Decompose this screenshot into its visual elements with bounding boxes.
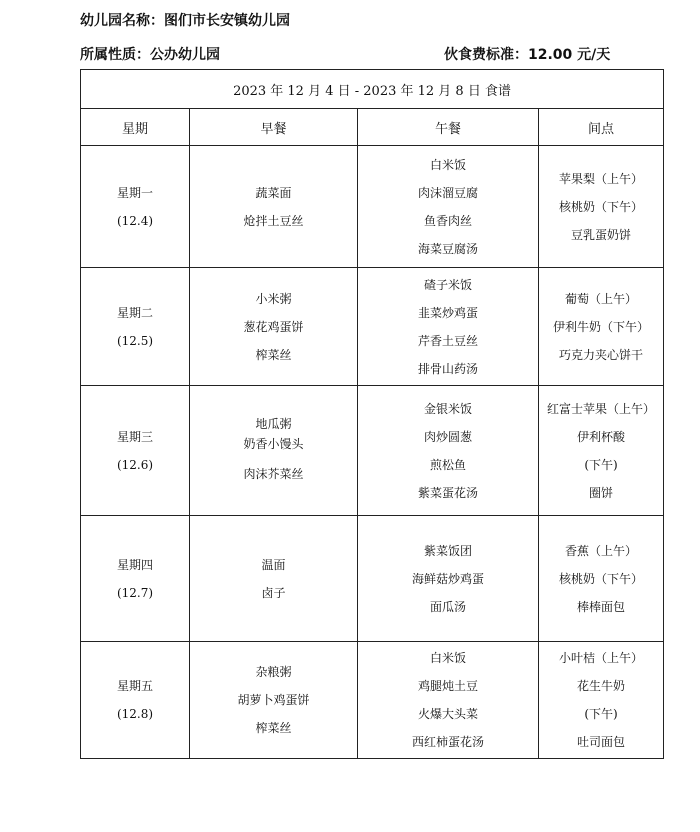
lunch-item: 鸡腿炖土豆: [417, 679, 478, 693]
breakfast-item: 榨菜丝: [255, 347, 292, 362]
snack-item: (下午): [584, 457, 618, 472]
nature-value: 公办幼儿园: [150, 47, 220, 63]
breakfast-cell: [190, 516, 358, 642]
lunch-item: 肉沫溜豆腐: [417, 185, 478, 200]
breakfast-cell: [190, 386, 358, 516]
breakfast-item: 温面: [261, 557, 286, 572]
lunch-item: 肉炒圆葱: [423, 429, 472, 444]
lunch-item: 金银米饭: [423, 401, 472, 416]
snack-item: 巧克力夹心饼干: [559, 347, 644, 362]
lunch-item: 西红柿蛋花汤: [411, 735, 484, 749]
snack-item: (下午): [584, 707, 618, 721]
lunch-item: 排骨山药汤: [417, 361, 478, 376]
snack-cell: [539, 268, 664, 386]
breakfast-cell: [190, 268, 358, 386]
day-cell: [81, 146, 190, 268]
column-header-snack: 间点: [539, 109, 664, 146]
table-row: [81, 642, 664, 759]
lunch-item: 煎松鱼: [429, 457, 466, 472]
lunch-item: 韭菜炒鸡蛋: [417, 305, 478, 320]
day-name: 星期四: [116, 557, 153, 572]
lunch-item: 白米饭: [429, 157, 466, 172]
table-row: [81, 268, 664, 386]
breakfast-item: 奶香小馒头: [243, 436, 304, 451]
lunch-item: 鱼香肉丝: [423, 213, 472, 228]
table-row: [81, 386, 664, 516]
day-cell: [81, 268, 190, 386]
day-name: 星期五: [116, 679, 153, 693]
breakfast-item: 小米粥: [255, 291, 292, 306]
breakfast-item: 榨菜丝: [255, 721, 292, 735]
fee-label: 伙食费标准：: [444, 47, 528, 63]
breakfast-item: 葱花鸡蛋饼: [243, 319, 304, 334]
column-header-lunch: 午餐: [358, 109, 539, 146]
kindergarten-nature-line: [80, 44, 220, 64]
day-date: (12.6): [116, 457, 154, 472]
table-row: [81, 146, 664, 268]
snack-item: 核桃奶（下午）: [559, 571, 644, 586]
day-name: 星期一: [116, 185, 153, 200]
breakfast-item: 地瓜粥: [255, 416, 292, 431]
snack-cell: [539, 386, 664, 516]
table-header-row: [81, 109, 664, 146]
kindergarten-name-label: 幼儿园名称：: [80, 13, 164, 29]
breakfast-item: 蔬菜面: [255, 185, 292, 200]
lunch-cell: [358, 516, 539, 642]
snack-item: 伊利牛奶（下午）: [553, 319, 650, 334]
lunch-item: 碴子米饭: [423, 277, 472, 292]
lunch-item: 白米饭: [429, 651, 466, 665]
snack-item: 核桃奶（下午）: [559, 199, 644, 214]
lunch-cell: [358, 268, 539, 386]
snack-item: 葡萄（上午）: [565, 291, 638, 306]
breakfast-item: 炝拌土豆丝: [243, 213, 304, 228]
snack-item: 豆乳蛋奶饼: [571, 227, 632, 242]
kindergarten-name-line: [80, 10, 290, 30]
lunch-cell: [358, 386, 539, 516]
day-date: (12.8): [116, 707, 154, 721]
lunch-item: 海鲜菇炒鸡蛋: [411, 571, 484, 586]
lunch-item: 芹香土豆丝: [417, 333, 478, 348]
snack-item: 圈饼: [589, 485, 614, 500]
day-date: (12.5): [116, 333, 154, 348]
lunch-item: 紫菜饭团: [423, 543, 472, 558]
snack-item: 苹果梨（上午）: [559, 171, 644, 186]
column-header-day: 星期: [81, 109, 190, 146]
day-date: (12.4): [116, 213, 154, 228]
day-cell: [81, 516, 190, 642]
fee-value: 12.00 元/天: [528, 47, 611, 63]
day-cell: [81, 386, 190, 516]
lunch-item: 紫菜蛋花汤: [417, 485, 478, 500]
breakfast-cell: [190, 146, 358, 268]
meal-fee-line: [444, 44, 610, 64]
breakfast-item: 肉沫芥菜丝: [243, 466, 304, 481]
day-name: 星期三: [116, 429, 153, 444]
snack-item: 小叶桔（上午）: [559, 651, 644, 665]
lunch-cell: [358, 146, 539, 268]
table-title-row: [81, 70, 664, 109]
column-header-breakfast: 早餐: [190, 109, 358, 146]
breakfast-item: 杂粮粥: [255, 665, 292, 679]
snack-item: 红富士苹果（上午）: [547, 401, 656, 416]
snack-cell: [539, 516, 664, 642]
day-cell: [81, 642, 190, 759]
lunch-cell: [358, 642, 539, 759]
snack-cell: [539, 642, 664, 759]
breakfast-cell: [190, 642, 358, 759]
snack-item: 棒棒面包: [577, 599, 626, 614]
nature-label: 所属性质：: [80, 47, 150, 63]
breakfast-group: [190, 414, 357, 454]
day-date: (12.7): [116, 585, 154, 600]
lunch-item: 面瓜汤: [429, 599, 466, 614]
snack-item: 伊利杯酸: [577, 429, 626, 444]
snack-cell: [539, 146, 664, 268]
lunch-item: 火爆大头菜: [417, 707, 478, 721]
breakfast-item: 胡萝卜鸡蛋饼: [237, 693, 310, 707]
weekly-menu-table: [80, 69, 664, 759]
lunch-item: 海菜豆腐汤: [417, 241, 478, 256]
kindergarten-name-value: 图们市长安镇幼儿园: [164, 13, 290, 29]
day-name: 星期二: [116, 305, 153, 320]
snack-item: 香蕉（上午）: [565, 543, 638, 558]
snack-item: 花生牛奶: [577, 679, 626, 693]
breakfast-item: 卤子: [261, 585, 286, 600]
snack-item: 吐司面包: [577, 735, 626, 749]
table-row: [81, 516, 664, 642]
menu-title: 2023 年 12 月 4 日 - 2023 年 12 月 8 日 食谱: [81, 70, 664, 109]
